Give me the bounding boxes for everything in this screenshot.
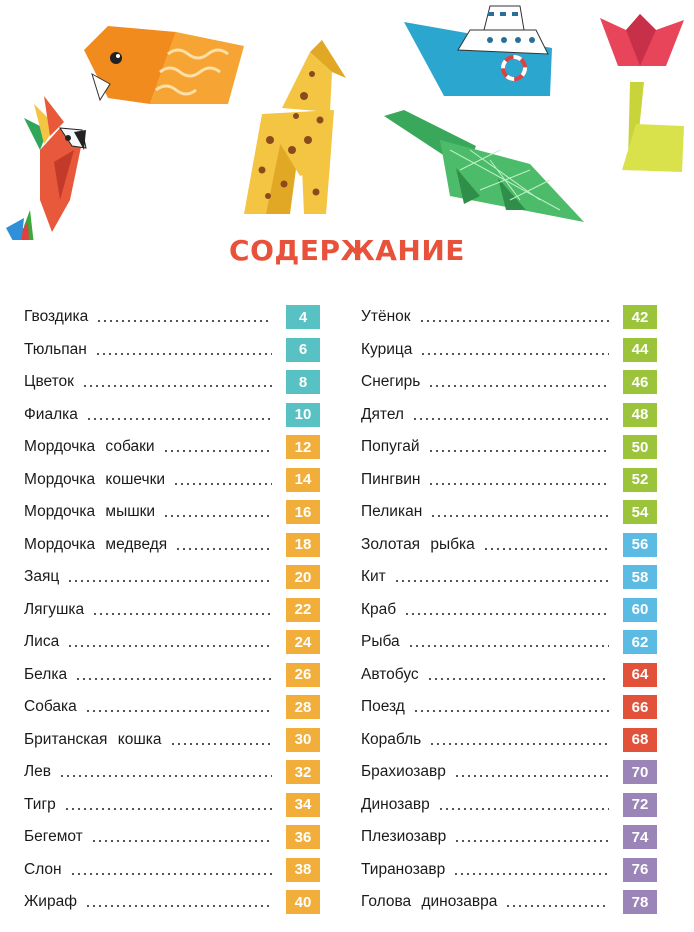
toc-entry-label: Лев (24, 763, 52, 781)
dot-leader (429, 743, 609, 745)
dot-leader (453, 873, 609, 875)
dot-leader (95, 353, 272, 355)
page-number-badge: 44 (623, 338, 657, 362)
toc-entry[interactable] (361, 366, 657, 399)
page-number-badge: 74 (623, 825, 657, 849)
toc-entry[interactable] (24, 464, 320, 497)
dot-leader (163, 515, 272, 517)
toc-entry[interactable] (361, 789, 657, 822)
page-number-badge: 70 (623, 760, 657, 784)
toc-entry-label: Мордочка медведя (24, 535, 168, 553)
toc-entry-label: Мордочка мышки (24, 503, 156, 521)
dot-leader (438, 808, 609, 810)
toc-entry-label: Пеликан (361, 503, 423, 521)
toc-entry[interactable] (24, 496, 320, 529)
toc-entry[interactable] (24, 789, 320, 822)
toc-entry[interactable] (24, 756, 320, 789)
page-number-badge: 60 (623, 598, 657, 622)
page-number-badge: 40 (286, 890, 320, 914)
toc-entry-label: Плезиозавр (361, 828, 447, 846)
dot-leader (427, 678, 609, 680)
toc-entry-label: Белка (24, 665, 68, 683)
toc-entry[interactable] (24, 366, 320, 399)
toc-entry-label: Снегирь (361, 373, 421, 391)
dot-leader (59, 775, 272, 777)
dot-leader (413, 710, 609, 712)
fish-icon (84, 26, 244, 104)
dot-leader (419, 320, 609, 322)
toc-entry[interactable] (24, 886, 320, 919)
toc-entry-label: Фиалка (24, 405, 78, 423)
page-number-badge: 20 (286, 565, 320, 589)
page-number-badge: 14 (286, 468, 320, 492)
toc-entry[interactable] (24, 821, 320, 854)
toc-entry-label: Бегемот (24, 828, 83, 846)
page-number-badge: 32 (286, 760, 320, 784)
dot-leader (75, 678, 272, 680)
dot-leader (64, 808, 272, 810)
page-number-badge: 22 (286, 598, 320, 622)
page-number-badge: 68 (623, 728, 657, 752)
toc-entry[interactable] (361, 756, 657, 789)
page-number-badge: 38 (286, 858, 320, 882)
toc-entry[interactable] (24, 659, 320, 692)
toc-entry[interactable] (361, 529, 657, 562)
page-number-badge: 8 (286, 370, 320, 394)
toc-entry-label: Динозавр (361, 795, 430, 813)
toc-entry[interactable] (361, 594, 657, 627)
toc-entry-label: Голова динозавра (361, 893, 498, 911)
page-number-badge: 34 (286, 793, 320, 817)
toc-entry-label: Золотая рыбка (361, 535, 475, 553)
header-illustrations (0, 0, 694, 240)
page-number-badge: 54 (623, 500, 657, 524)
toc-entry-label: Тиранозавр (361, 860, 446, 878)
toc-entry-label: Мордочка кошечки (24, 470, 166, 488)
dot-leader (96, 320, 272, 322)
dot-leader (67, 645, 272, 647)
page-number-badge: 66 (623, 695, 657, 719)
toc-entry-label: Кит (361, 568, 386, 586)
toc-entry-label: Дятел (361, 405, 404, 423)
page-number-badge: 46 (623, 370, 657, 394)
parrot-icon (6, 96, 86, 240)
dinosaur-icon (384, 110, 584, 222)
dot-leader (428, 483, 609, 485)
page-number-badge: 64 (623, 663, 657, 687)
page-number-badge: 36 (286, 825, 320, 849)
toc-entry[interactable] (361, 626, 657, 659)
page-number-badge: 12 (286, 435, 320, 459)
page-number-badge: 72 (623, 793, 657, 817)
dot-leader (163, 450, 272, 452)
toc-entry[interactable] (24, 854, 320, 887)
page-number-badge: 52 (623, 468, 657, 492)
page-number-badge: 58 (623, 565, 657, 589)
toc-entry[interactable] (24, 399, 320, 432)
page-number-badge: 28 (286, 695, 320, 719)
toc-entry[interactable] (361, 724, 657, 757)
toc-entry-label: Автобус (361, 665, 419, 683)
page-number-badge: 24 (286, 630, 320, 654)
toc-entry-label: Краб (361, 600, 397, 618)
toc-entry[interactable] (361, 399, 657, 432)
page-number-badge: 6 (286, 338, 320, 362)
ship-icon (404, 6, 552, 96)
toc-entry-label: Цветок (24, 373, 74, 391)
toc-entry-label: Заяц (24, 568, 60, 586)
toc-entry-label: Курица (361, 340, 413, 358)
toc-entry-label: Собака (24, 698, 77, 716)
page-title: СОДЕРЖАНИЕ (229, 234, 465, 267)
toc-entry[interactable] (24, 431, 320, 464)
toc-entry-label: Попугай (361, 438, 420, 456)
giraffe-icon (244, 40, 346, 214)
toc-entry[interactable] (361, 431, 657, 464)
toc-entry[interactable] (24, 301, 320, 334)
dot-leader (412, 418, 609, 420)
toc-entry[interactable] (24, 626, 320, 659)
toc-entry[interactable] (361, 854, 657, 887)
dot-leader (505, 905, 609, 907)
toc-entry-label: Слон (24, 860, 62, 878)
toc-entry-label: Лягушка (24, 600, 85, 618)
dot-leader (454, 840, 609, 842)
dot-leader (420, 353, 609, 355)
dot-leader (394, 580, 609, 582)
dot-leader (483, 548, 609, 550)
toc-entry-label: Жираф (24, 893, 77, 911)
dot-leader (175, 548, 272, 550)
page-number-badge: 62 (623, 630, 657, 654)
dot-leader (82, 385, 272, 387)
dot-leader (67, 580, 272, 582)
toc-entry[interactable] (361, 886, 657, 919)
toc-entry[interactable] (361, 464, 657, 497)
toc-entry[interactable] (24, 594, 320, 627)
page-number-badge: 50 (623, 435, 657, 459)
tulip-icon (600, 14, 684, 172)
toc-entry-label: Пингвин (361, 470, 421, 488)
toc-entry-label: Утёнок (361, 308, 411, 326)
toc-entry-label: Мордочка собаки (24, 438, 155, 456)
dot-leader (170, 743, 272, 745)
dot-leader (85, 710, 272, 712)
dot-leader (430, 515, 609, 517)
dot-leader (428, 385, 609, 387)
toc-right-column (361, 301, 657, 919)
page-number-badge: 48 (623, 403, 657, 427)
page-number-badge: 16 (286, 500, 320, 524)
page-number-badge: 42 (623, 305, 657, 329)
page-number-badge: 4 (286, 305, 320, 329)
dot-leader (92, 613, 272, 615)
toc-entry[interactable] (361, 659, 657, 692)
toc-entry-label: Брахиозавр (361, 763, 446, 781)
page-number-badge: 78 (623, 890, 657, 914)
toc-entry[interactable] (361, 821, 657, 854)
toc-entry[interactable] (361, 561, 657, 594)
page-number-badge: 10 (286, 403, 320, 427)
toc-entry[interactable] (24, 334, 320, 367)
toc-entry[interactable] (361, 334, 657, 367)
dot-leader (408, 645, 609, 647)
toc-entry-label: Корабль (361, 730, 422, 748)
dot-leader (86, 418, 272, 420)
toc-entry[interactable] (24, 529, 320, 562)
page-number-badge: 18 (286, 533, 320, 557)
dot-leader (91, 840, 272, 842)
toc-entry-label: Гвоздика (24, 308, 89, 326)
toc-entry[interactable] (24, 724, 320, 757)
toc-entry-label: Рыба (361, 633, 400, 651)
toc-entry[interactable] (24, 691, 320, 724)
dot-leader (454, 775, 609, 777)
toc-entry-label: Тюльпан (24, 340, 87, 358)
dot-leader (70, 873, 272, 875)
dot-leader (428, 450, 610, 452)
toc-entry-label: Британская кошка (24, 730, 162, 748)
toc-entry-label: Лиса (24, 633, 60, 651)
toc-entry-label: Поезд (361, 698, 405, 716)
page-number-badge: 76 (623, 858, 657, 882)
toc-entry[interactable] (361, 691, 657, 724)
toc-entry-label: Тигр (24, 795, 56, 813)
dot-leader (173, 483, 272, 485)
toc-entry[interactable] (361, 496, 657, 529)
dot-leader (85, 905, 272, 907)
toc-entry[interactable] (24, 561, 320, 594)
toc-left-column (24, 301, 320, 919)
page-number-badge: 56 (623, 533, 657, 557)
dot-leader (404, 613, 609, 615)
page-number-badge: 30 (286, 728, 320, 752)
toc-entry[interactable] (361, 301, 657, 334)
page-number-badge: 26 (286, 663, 320, 687)
